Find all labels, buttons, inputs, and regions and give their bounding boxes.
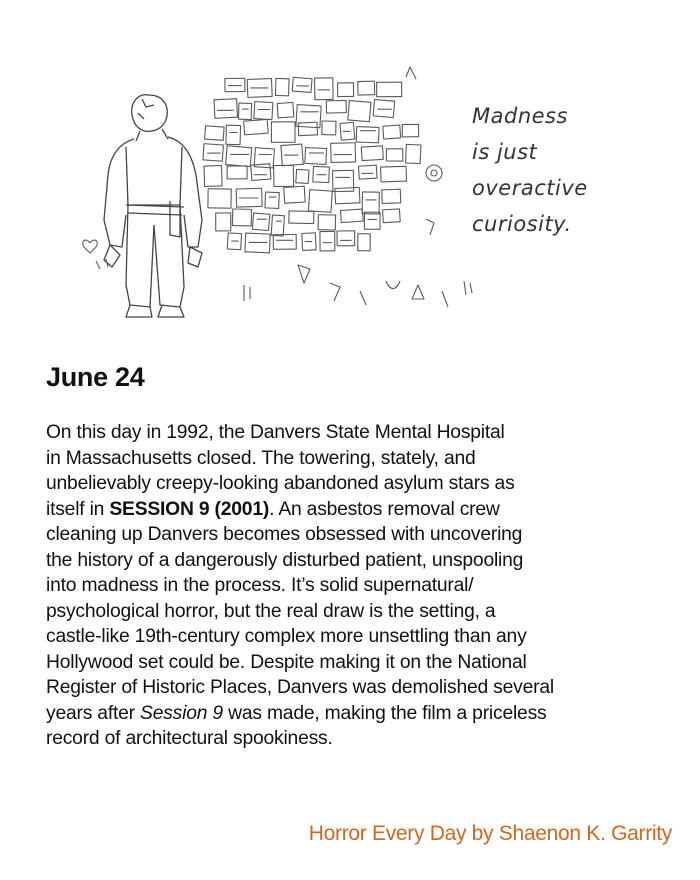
paper-sheet: [362, 192, 379, 214]
paper-sheet: [356, 127, 379, 143]
paper-sheet: [320, 231, 335, 250]
body-line: cleaning up Danvers becomes obsessed with uncovering: [46, 524, 523, 545]
entry-date: June 24: [46, 362, 145, 392]
handwritten-caption: [472, 98, 632, 242]
paper-sheet: [232, 209, 251, 226]
paper-sheet: [252, 213, 270, 231]
body-line: psychological horror, but the real draw is the setting, a: [46, 600, 496, 622]
body-line: Register of Historic Places, Danvers was demolished several: [46, 677, 554, 698]
paper-sheet: [292, 77, 312, 92]
caption-line: Madness: [472, 104, 568, 128]
paper-sheet: [289, 211, 314, 224]
caption-line: overactive: [472, 176, 588, 200]
caption-line: is just: [472, 140, 538, 164]
body-line: . An asbestos removal crew: [269, 498, 500, 520]
author-credit: Horror Every Day by Shaenon K. Garrity: [308, 822, 672, 845]
film-title-bold: SESSION 9 (2001): [109, 498, 270, 520]
paper-sheet: [205, 126, 224, 141]
paper-sheet: [326, 100, 346, 113]
paper-sheet: [274, 165, 294, 186]
paper-sheet: [226, 125, 241, 144]
paper-sheet: [386, 149, 402, 161]
paper-sheet: [225, 78, 245, 91]
paper-sheet: [340, 209, 363, 223]
paper-sheet: [203, 144, 223, 162]
paper-sheet: [271, 215, 284, 236]
wall-of-papers: [203, 77, 421, 253]
paper-sheet: [227, 166, 247, 179]
body-line: the history of a dangerously disturbed patient, unspooling: [46, 549, 524, 571]
workman-figure: [104, 95, 202, 317]
paper-sheet: [277, 102, 294, 117]
caption-line: curiosity.: [472, 212, 572, 236]
paper-sheet: [382, 189, 401, 203]
paper-sheet: [383, 209, 401, 223]
body-line: unbelievably creepy-looking abandoned asylum stars as: [46, 473, 515, 494]
paper-sheet: [305, 147, 327, 164]
paper-sheet: [254, 102, 273, 120]
paper-sheet: [245, 233, 270, 253]
paper-sheet: [348, 101, 371, 122]
paper-sheet: [216, 213, 231, 231]
body-line: years after: [46, 702, 141, 724]
paper-sheet: [383, 125, 401, 139]
paper-sheet: [265, 192, 279, 208]
paper-sheet: [298, 122, 317, 135]
paper-sheet: [273, 234, 296, 249]
paper-sheet: [271, 122, 295, 142]
paper-sheet: [244, 119, 269, 134]
paper-sheet: [373, 99, 395, 117]
paper-sheet: [406, 144, 421, 163]
body-line: into madness in the process. It’s solid supernatural/: [46, 575, 474, 596]
paper-sheet: [338, 83, 354, 97]
body-line: castle-like 19th-century complex more unsettling than any: [46, 626, 527, 647]
paper-sheet: [284, 186, 305, 203]
paper-sheet: [318, 215, 335, 230]
paper-sheet: [337, 231, 355, 246]
paper-sheet: [335, 187, 360, 203]
paper-sheet: [322, 121, 336, 135]
paper-sheet: [402, 124, 418, 136]
paper-sheet: [275, 78, 289, 95]
paper-sheet: [226, 146, 252, 167]
paper-sheet: [364, 212, 380, 229]
paper-sheet: [296, 169, 309, 183]
paper-sheet: [361, 146, 383, 161]
paper-sheet: [214, 99, 237, 119]
paper-sheet: [331, 143, 356, 163]
body-line: Hollywood set could be. Despite making it on the National: [46, 651, 527, 673]
paper-sheet: [358, 165, 377, 179]
entry-body: [46, 420, 656, 752]
paper-sheet: [377, 82, 402, 97]
paper-sheet: [238, 103, 251, 119]
paper-sheet: [308, 190, 332, 213]
paper-sheet: [381, 166, 407, 182]
body-line: record of architectural spookiness.: [46, 728, 333, 749]
body-line: was made, making the film a priceless: [222, 702, 547, 724]
paper-sheet: [208, 189, 231, 208]
film-title-italic: Session 9: [140, 702, 223, 724]
body-line: in Massachusetts closed. The towering, stately, and: [46, 447, 476, 469]
body-line: On this day in 1992, the Danvers State Mental Hospital: [46, 422, 505, 443]
paper-sheet: [315, 78, 333, 100]
body-line: itself in: [46, 498, 110, 520]
paper-sheet: [358, 81, 375, 95]
paper-sheet: [358, 234, 371, 251]
paper-sheet: [204, 166, 222, 187]
